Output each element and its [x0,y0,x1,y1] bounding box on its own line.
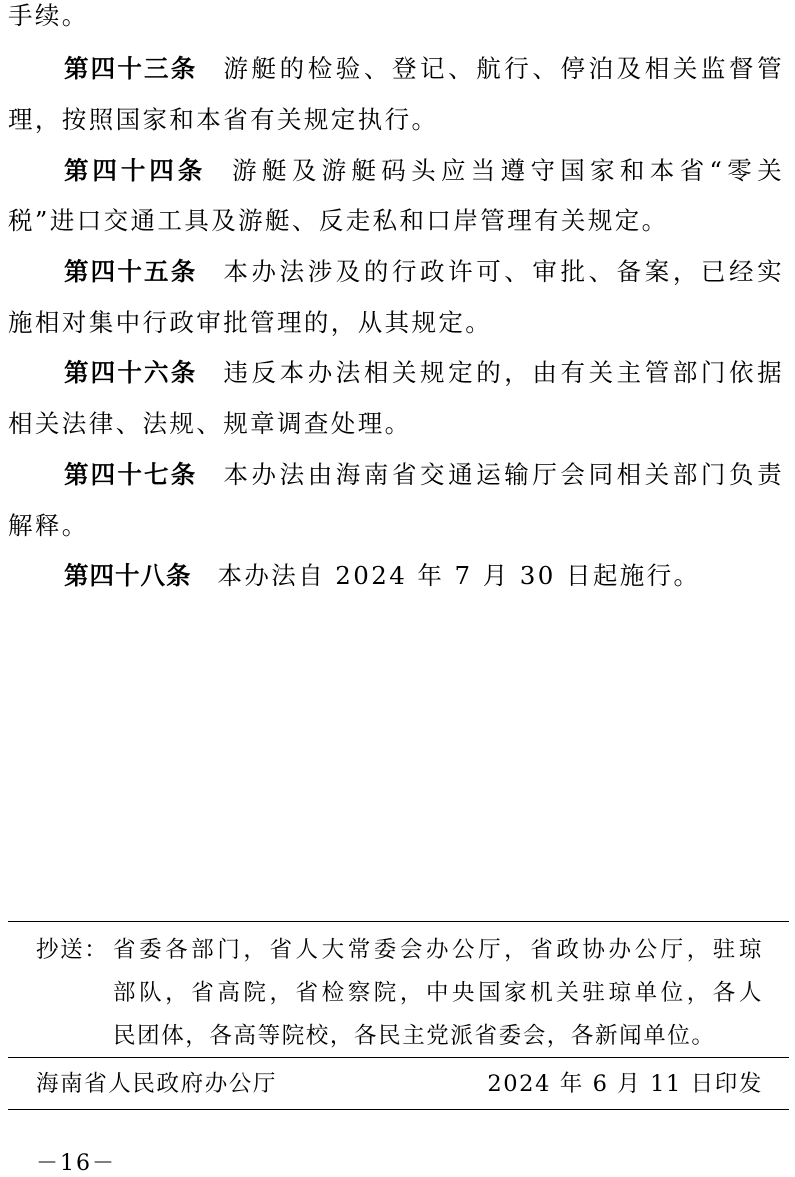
cc-line-1: 省委各部门，省人大常委会办公厅，省政协办公厅，驻琼 [113,937,763,963]
article-45-text: 本办法涉及的行政许可、审批、备案，已经实 [223,257,784,286]
article-44-first-line [64,155,784,187]
article-46-first-line [64,357,784,389]
issuer: 海南省人民政府办公厅 [36,1071,278,1097]
article-45-number: 第四十五条 [64,257,198,286]
article-43-continuation: 理，按照国家和本省有关规定执行。 [8,105,439,134]
article-48-number: 第四十八条 [64,561,192,590]
article-45-continuation: 施相对集中行政审批管理的，从其规定。 [8,308,493,337]
continuation-text: 手续。 [8,1,89,30]
cc-line-2: 部队，省高院，省检察院，中央国家机关驻琼单位，各人 [113,980,763,1006]
article-46-text: 违反本办法相关规定的，由有关主管部门依据 [223,358,784,387]
cc-line-3: 民团体，各高等院校，各民主党派省委会，各新闻单位。 [113,1023,716,1049]
article-47-first-line [64,459,784,491]
footer-bottom-rule [8,1109,789,1110]
cc-recipients [113,935,763,1064]
article-46-number: 第四十六条 [64,358,198,387]
article-44-continuation: 税”进口交通工具及游艇、反走私和口岸管理有关规定。 [8,206,669,235]
article-45-first-line [64,256,784,288]
cc-label: 抄送： [36,937,109,963]
page-number: －16－ [36,1151,116,1176]
article-44-number: 第四十四条 [64,156,207,185]
article-47-continuation: 解释。 [8,511,89,540]
article-43-first-line [64,53,784,85]
article-47-number: 第四十七条 [64,460,198,489]
article-47-text: 本办法由海南省交通运输厅会同相关部门负责 [223,460,784,489]
article-46-continuation: 相关法律、法规、规章调查处理。 [8,409,412,438]
article-48-first-line [64,560,784,592]
article-43-text: 游艇的检验、登记、航行、停泊及相关监督管 [223,54,784,83]
article-48-text: 本办法自 2024 年 7 月 30 日起施行。 [217,561,701,590]
footer-middle-rule [8,1057,789,1058]
footer-top-rule [8,921,789,922]
article-44-text: 游艇及游艇码头应当遵守国家和本省“零关 [232,156,785,185]
issue-date: 2024 年 6 月 11 日印发 [487,1071,763,1097]
article-43-number: 第四十三条 [64,54,198,83]
